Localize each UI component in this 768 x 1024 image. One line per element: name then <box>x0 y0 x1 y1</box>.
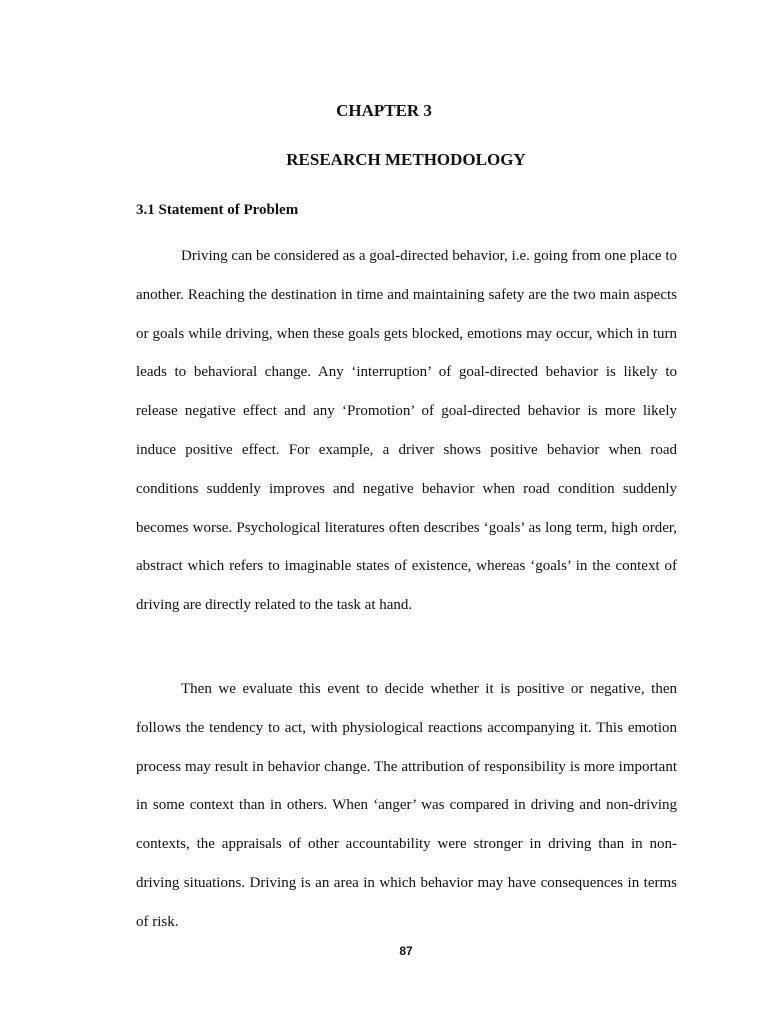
page-number: 87 <box>399 944 413 958</box>
chapter-label: CHAPTER 3 <box>336 101 432 120</box>
section-heading: 3.1 Statement of Problem <box>136 202 299 218</box>
chapter-title: RESEARCH METHODOLOGY <box>286 150 526 169</box>
body-paragraph-1: Driving can be considered as a goal-directed behavior, i.e. going from one place to another. Reaching the destination in time and maintaining safety are the two main aspects or goals while driving, when these goals gets blocked, emotions may occur, which in turn leads to behavioral change. Any ‘interruption’ of goal-directed behavior is likely to release negative effect and any ‘Promotion’ of goal-directed behavior is more likely induce positive effect. For example, a driver shows positive behavior when road conditions suddenly improves and negative behavior when road condition suddenly becomes worse. Psychological literatures often describes ‘goals’ as long term, high order, abstract which refers to imaginable states of existence, whereas ‘goals’ in the context of driving are directly related to the task at hand. <box>136 248 677 614</box>
body-paragraph-2: Then we evaluate this event to decide whether it is positive or negative, then follows the tendency to act, with physiological reactions accompanying it. This emotion process may result in behavior change. The attribution of responsibility is more important in some context than in others. When ‘anger’ was compared in driving and non-driving contexts, the appraisals of other accountability were stronger in driving than in non-driving situations. Driving is an area in which behavior may have consequences in terms of risk. <box>136 681 677 930</box>
